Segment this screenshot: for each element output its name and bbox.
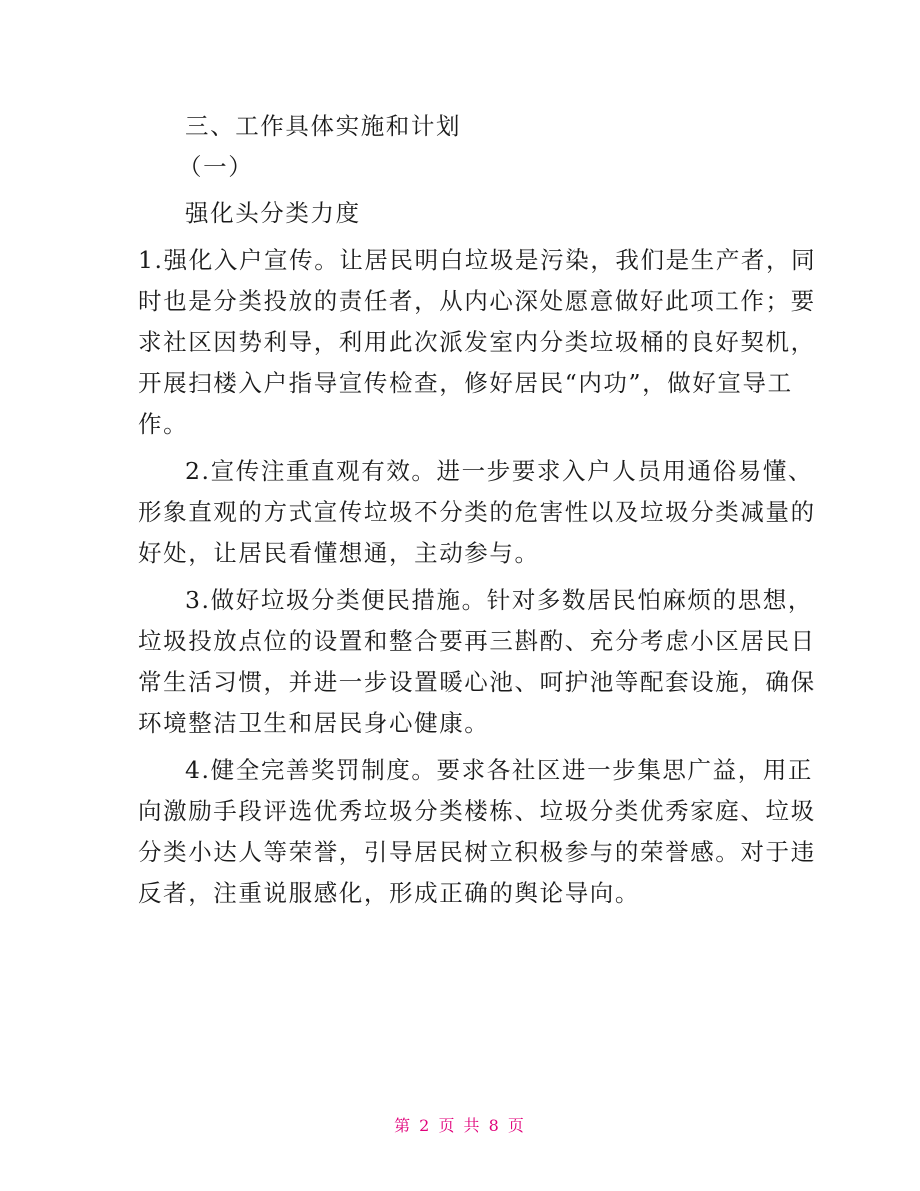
paragraph-2 [138, 451, 816, 574]
page-number-footer: 第 2 页 共 8 页 [394, 1116, 526, 1135]
paragraph-line: 常生活习惯，并进一步设置暖心池、呵护池等配套设施，确保 [138, 668, 816, 696]
paragraph-line: 4.健全完善奖罚制度。要求各社区进一步集思广益，用正 [185, 756, 814, 784]
paragraph-4 [138, 750, 816, 914]
paragraph-line: 垃圾投放点位的设置和整合要再三斟酌、充分考虑小区居民日 [138, 627, 816, 655]
paragraph-line: 好处，让居民看懂想通，主动参与。 [138, 539, 540, 567]
paragraph-line: 3.做好垃圾分类便民措施。针对多数居民怕麻烦的思想， [185, 586, 814, 614]
paragraph-line: 形象直观的方式宣传垃圾不分类的危害性以及垃圾分类减量的 [138, 498, 816, 526]
paragraph-1 [138, 240, 817, 445]
paragraph-line: 反者，注重说服感化，形成正确的舆论导向。 [138, 879, 640, 907]
sub-number: （一） [178, 153, 254, 181]
paragraph-3 [138, 580, 816, 744]
paragraph-line: 求社区因势利导，利用此次派发室内分类垃圾桶的良好契机， [138, 328, 816, 356]
paragraph-line: 时也是分类投放的责任者，从内心深处愿意做好此项工作；要 [138, 287, 816, 315]
section-heading: 三、工作具体实施和计划 [185, 112, 462, 140]
paragraph-line: 向激励手段评选优秀垃圾分类楼栋、垃圾分类优秀家庭、垃圾 [138, 797, 816, 825]
document-body [138, 106, 817, 914]
paragraph-line: 分类小达人等荣誉，引导居民树立积极参与的荣誉感。对于违 [138, 838, 816, 866]
paragraph-line: 2.宣传注重直观有效。进一步要求入户人员用通俗易懂、 [185, 457, 814, 485]
paragraph-line: 环境整洁卫生和居民身心健康。 [138, 709, 490, 737]
paragraph-line: 1.强化入户宣传。让居民明白垃圾是污染，我们是生产者，同 [138, 246, 817, 274]
paragraph-line: 开展扫楼入户指导宣传检查，修好居民“内功”，做好宣导工 [138, 369, 793, 397]
sub-title: 强化头分类力度 [185, 199, 361, 227]
paragraph-line: 作。 [138, 410, 189, 438]
